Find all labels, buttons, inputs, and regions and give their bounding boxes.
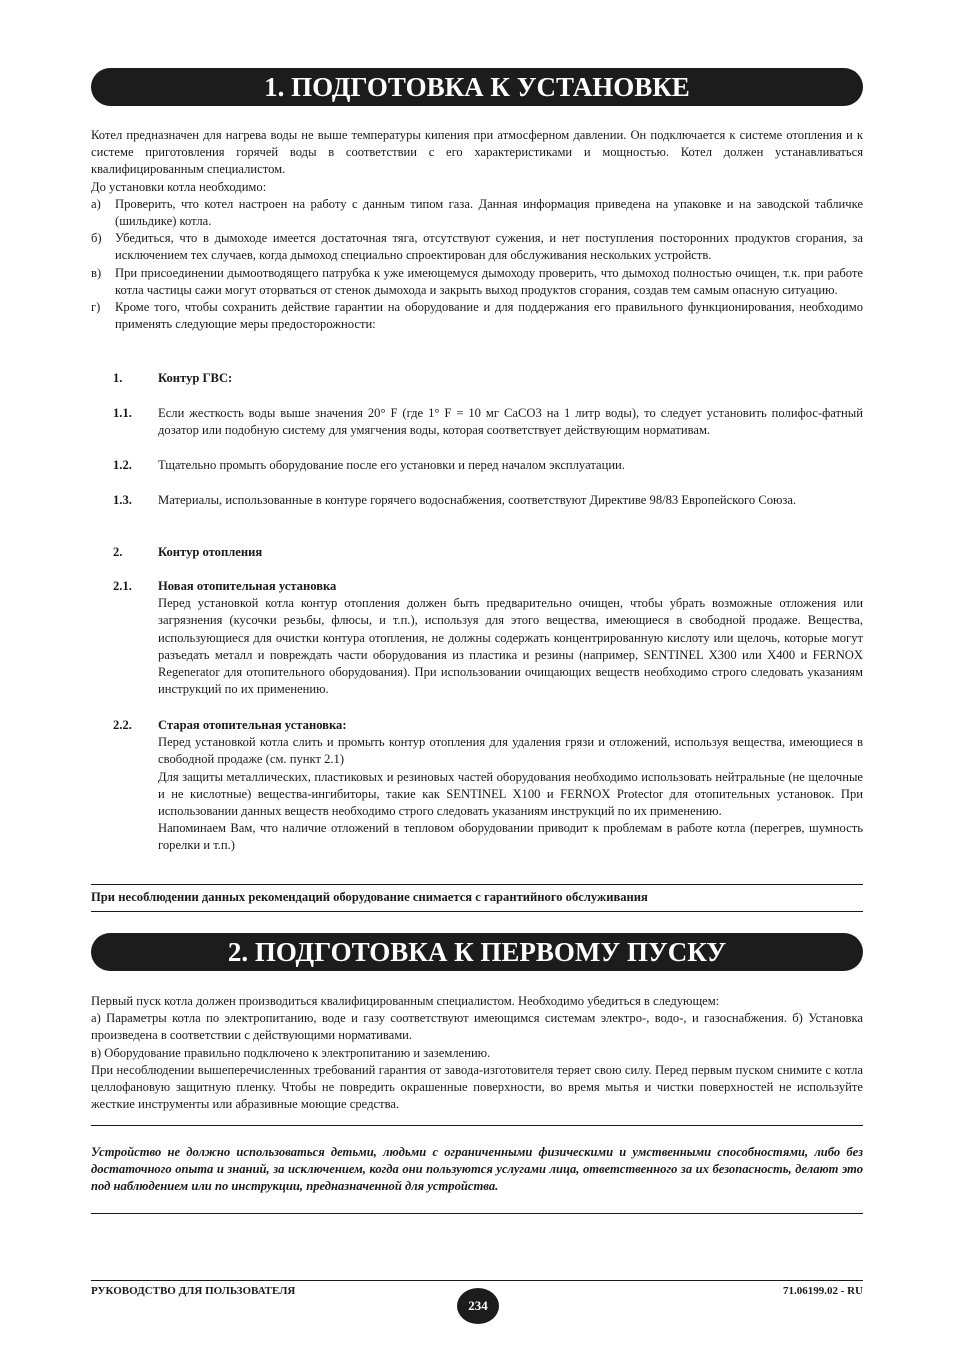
divider: [91, 1213, 863, 1214]
intro-paragraph: Котел предназначен для нагрева воды не выше температуры кипения при атмосферном давлении. Он подключается к системе отопления и к системе приготовления горячей воды в соответствии с его характеристиками и мощностью. Котел должен устанавливаться квалифицированным специалистом.: [91, 128, 863, 177]
section-1-title: 1. ПОДГОТОВКА К УСТАНОВКЕ: [91, 68, 863, 106]
subsection-body: [158, 717, 863, 855]
warranty-note: При несоблюдении данных рекомендаций оборудование снимается с гарантийного обслуживания: [91, 890, 648, 904]
subsection-number: 1.: [113, 371, 123, 385]
paragraph: а) Параметры котла по электропитанию, воде и газу соответствуют имеющимся системам электро-, водо-, и газоснабжения. б) Установка произведена в соответствии с действующими нормативами.: [91, 1011, 863, 1043]
paragraph: в) Оборудование правильно подключено к электропитанию и заземлению.: [91, 1045, 491, 1060]
list-marker: а): [91, 196, 101, 211]
footer-manual-title: РУКОВОДСТВО ДЛЯ ПОЛЬЗОВАТЕЛЯ: [91, 1285, 296, 1297]
page-number: 234: [457, 1288, 499, 1324]
list-item: [91, 299, 863, 333]
list-text: При присоединении дымоотводящего патрубка к уже имеющемуся дымоходу проверить, что дымоход полностью очищен, т.к. при работе котла частицы сажи могут оторваться от стенок дымохода и закрыть выход продуктов сгорания, создав тем самым опасную ситуацию.: [115, 265, 863, 297]
subsection-2-2: [113, 717, 863, 855]
safety-note: Устройство не должно использоваться детьми, людьми с ограниченными физическими и умственными способностями, либо без достаточного опыта и знаний, за исключением, когда они пользуются услугами лица, ответственного за их безопасность, делают это под наблюдением или по инструкции, предназначенной для устройства.: [91, 1145, 863, 1194]
paragraph: Первый пуск котла должен производиться квалифицированным специалистом. Необходимо убедиться в следующем:: [91, 994, 720, 1008]
subsection-number: 1.3.: [113, 493, 132, 507]
subsection-text: Перед установкой котла слить и промыть контур отопления для удаления грязи и отложений, используя вещества, имеющиеся в свободной продаже (см. пункт 2.1): [158, 735, 863, 767]
subsection-text: Напоминаем Вам, что наличие отложений в тепловом оборудовании приводит к проблемам в работе котла (перегрев, шумность горелки и т.п.): [158, 821, 863, 853]
subsection-text: Если жесткость воды выше значения 20° F (где 1° F = 10 мг CaCO3 на 1 литр воды), то следует установить полифос-фатный дозатор или подобную систему для умягчения воды, которая соответствует действующим нормативам.: [158, 406, 863, 438]
subsection-number: 2.2.: [113, 718, 132, 732]
divider: [91, 1125, 863, 1126]
list-item: [91, 196, 863, 230]
subsection-1-2: [113, 457, 863, 474]
subsection-number: 2.: [113, 545, 123, 559]
list-marker: в): [91, 265, 102, 280]
footer-rule: [91, 1280, 863, 1281]
divider: [91, 911, 863, 912]
list-item: [91, 230, 863, 264]
list-marker: г): [91, 300, 101, 315]
paragraph: При несоблюдении вышеперечисленных требований гарантия от завода-изготовителя теряет свою силу. Перед первым пуском снимите с котла целлофановую защитную пленку. Чтобы не повредить окрашенные поверхности, во время мытья и чистки поверхностей не используйте жесткие инструменты или абразивные моющие средства.: [91, 1062, 863, 1112]
list-text: Кроме того, чтобы сохранить действие гарантии на оборудование и для поддержания его правильного функционирования, необходимо применять следующие меры предосторожности:: [115, 300, 863, 332]
list-text: Проверить, что котел настроен на работу с данным типом газа. Данная информация приведена на упаковке и на заводской табличке (шильдике) котла.: [115, 196, 863, 229]
subsection-1-3: [113, 492, 863, 509]
subsection-number: 1.2.: [113, 458, 132, 472]
list-marker: б): [91, 231, 102, 246]
before-install-label: До установки котла необходимо:: [91, 179, 267, 194]
subsection-1-1: [113, 405, 863, 439]
subsection-heating: [113, 544, 863, 561]
subsection-text: Материалы, использованные в контуре горячего водоснабжения, соответствуют Директиве 98/83 Европейского Союза.: [158, 493, 797, 507]
subsection-title: Контур ГВС:: [158, 371, 233, 385]
list-text: Убедиться, что в дымоходе имеется достаточная тяга, отсутствуют сужения, и нет поступления посторонних продуктов сгорания, за исключением тех случаев, когда дымоход специально спроектирован для обслуживания нескольких устройств.: [115, 231, 863, 263]
subsection-body: [158, 578, 863, 698]
subsection-title: Новая отопительная установка: [158, 579, 337, 593]
subsection-title: Контур отопления: [158, 545, 263, 559]
divider: [91, 884, 863, 885]
subsection-number: 2.1.: [113, 579, 132, 593]
section-2-title: 2. ПОДГОТОВКА К ПЕРВОМУ ПУСКУ: [91, 933, 863, 971]
subsection-title: Старая отопительная установка:: [158, 718, 347, 732]
subsection-2-1: [113, 578, 863, 698]
list-item: [91, 265, 863, 299]
section-2-body: [91, 993, 863, 1113]
footer-document-code: 71.06199.02 - RU: [782, 1285, 863, 1297]
subsection-text: Для защиты металлических, пластиковых и резиновых частей оборудования необходимо использовать нейтральные (не щелочные и не кислотные) вещества-ингибиторы, такие как SENTINEL X100 и FERNOX Protector для отопительных установок. При использовании данных веществ необходимо строго следовать указаниям инструкций по их применению.: [158, 769, 863, 819]
subsection-text: Тщательно промыть оборудование после его установки и перед началом эксплуатации.: [158, 458, 625, 472]
subsection-dhw: [113, 370, 863, 387]
section-1-intro: [91, 127, 863, 333]
subsection-number: 1.1.: [113, 406, 132, 420]
subsection-text: Перед установкой котла контур отопления должен быть предварительно очищен, чтобы убрать возможные отложения или загрязнения (кусочки резьбы, флюсы, и т.п.), используя для этого вещества, имеющиеся в свободной продаже. Вещества, использующиеся для очистки контура отопления, не должны содержать концентрированную кислоту или щелочь, которые могут разъедать металл и повреждать части оборудования из пластика и резины (например, SENTINEL X300 или X400 и FERNOX Regenerator для отопительного оборудования). При использовании очищающих веществ необходимо строго следовать указаниям инструкций по их применению.: [158, 596, 863, 697]
